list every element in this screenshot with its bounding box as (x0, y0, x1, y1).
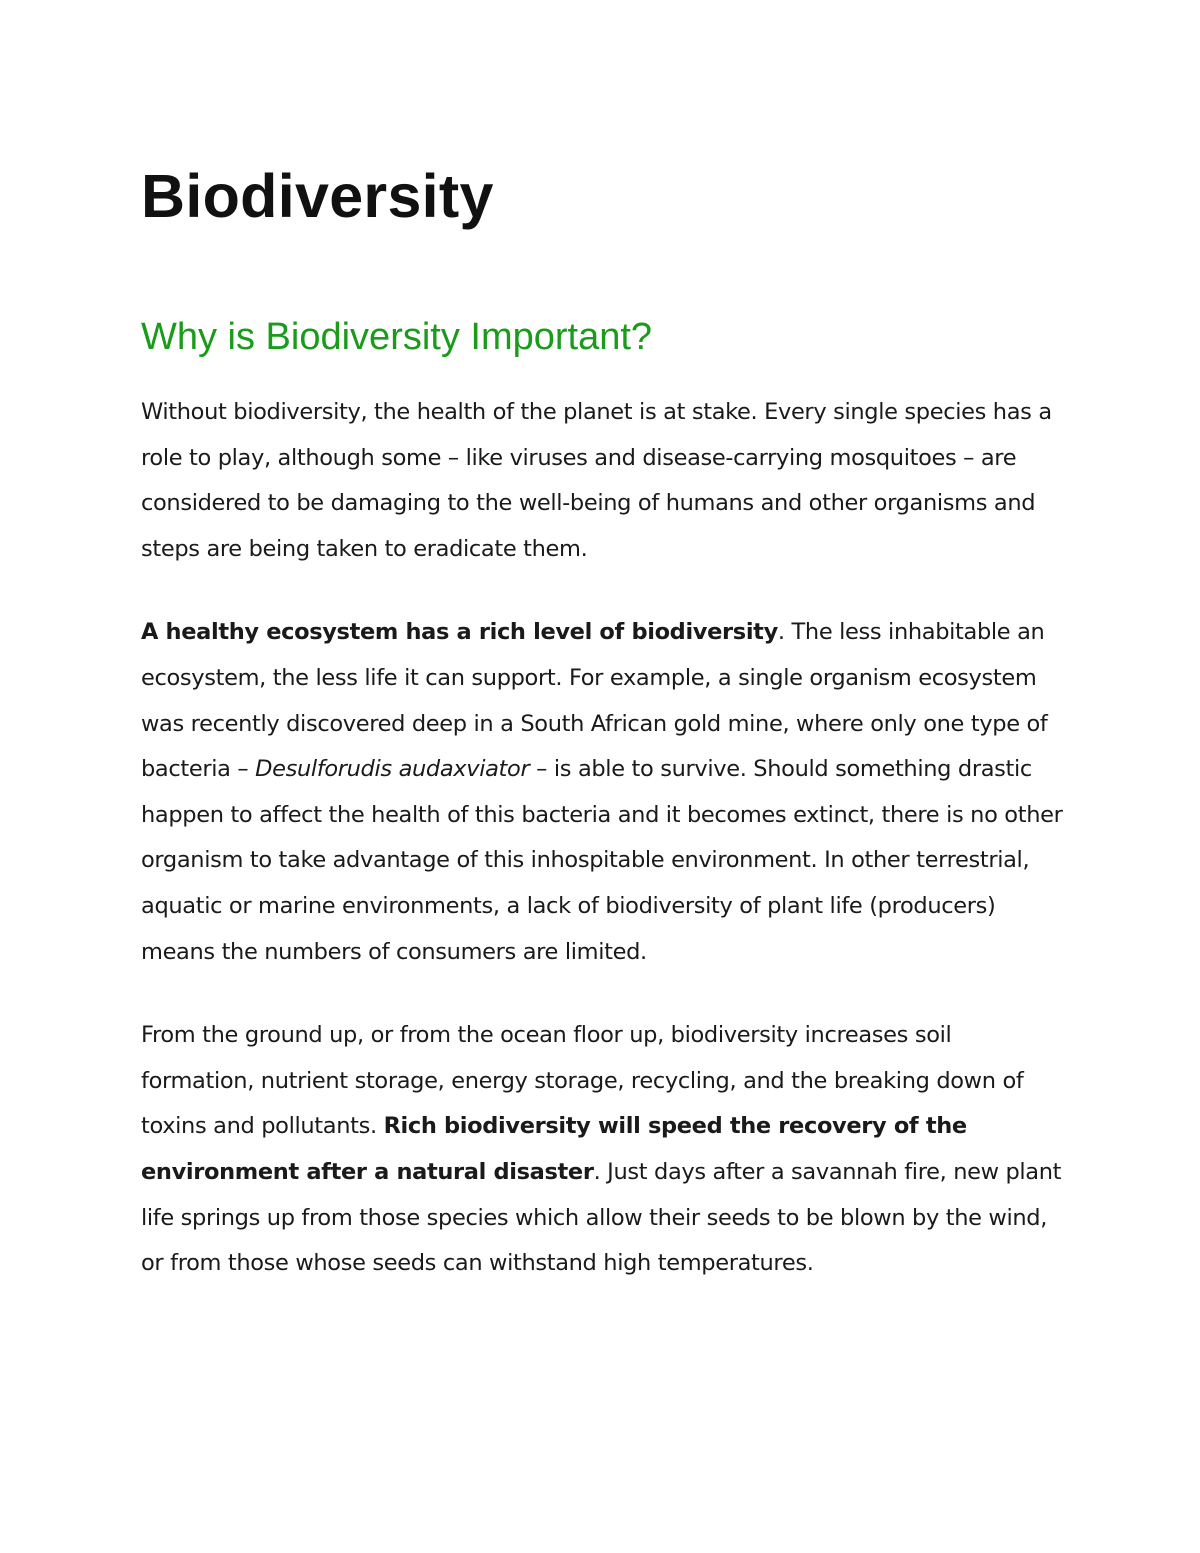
paragraph-3-bold-statement: Rich biodiversity will speed the recovery of the environment after a natural disaster (141, 1113, 967, 1185)
paragraph-3-text-a: From the ground up, or from the ocean floor up, biodiversity increases soil formation, nutrient storage, energy storage, recycling, and the breaking down of toxins and pollutants. (141, 1022, 1024, 1140)
paragraph-2 (141, 610, 1071, 975)
paragraph-2-bold-lead: A healthy ecosystem has a rich level of biodiversity (141, 619, 778, 646)
paragraph-2-text-a: . The less inhabitable an ecosystem, the less life it can support. For example, a single organism ecosystem was recently discovered deep in a South African gold mine, where only one type of bacteria – (141, 619, 1048, 783)
species-name: Desulforudis audaxviator (255, 756, 530, 783)
section-heading: Why is Biodiversity Important? (141, 316, 653, 358)
paragraph-2-text-b: – is able to survive. Should something drastic happen to affect the health of this bacteria and it becomes extinct, there is no other organism to take advantage of this inhospitable environment. In other terrestrial, aquatic or marine environments, a lack of biodiversity of plant life (producers) means the numbers of consumers are limited. (141, 756, 1063, 965)
paragraph-3-text-b: . Just days after a savannah fire, new plant life springs up from those species which allow their seeds to be blown by the wind, or from those whose seeds can withstand high temperatures. (141, 1158, 1062, 1277)
document-title: Biodiversity (141, 162, 494, 230)
document-content (141, 160, 1071, 1287)
paragraph-1 (141, 390, 1071, 572)
paragraph-1-text: Without biodiversity, the health of the planet is at stake. Every single species has a role to play, although some – like viruses and disease-carrying mosquitoes – are considered to be damaging to the well-being of humans and other organisms and steps are being taken to eradicate them. (141, 399, 1052, 562)
paragraph-3 (141, 1013, 1071, 1287)
